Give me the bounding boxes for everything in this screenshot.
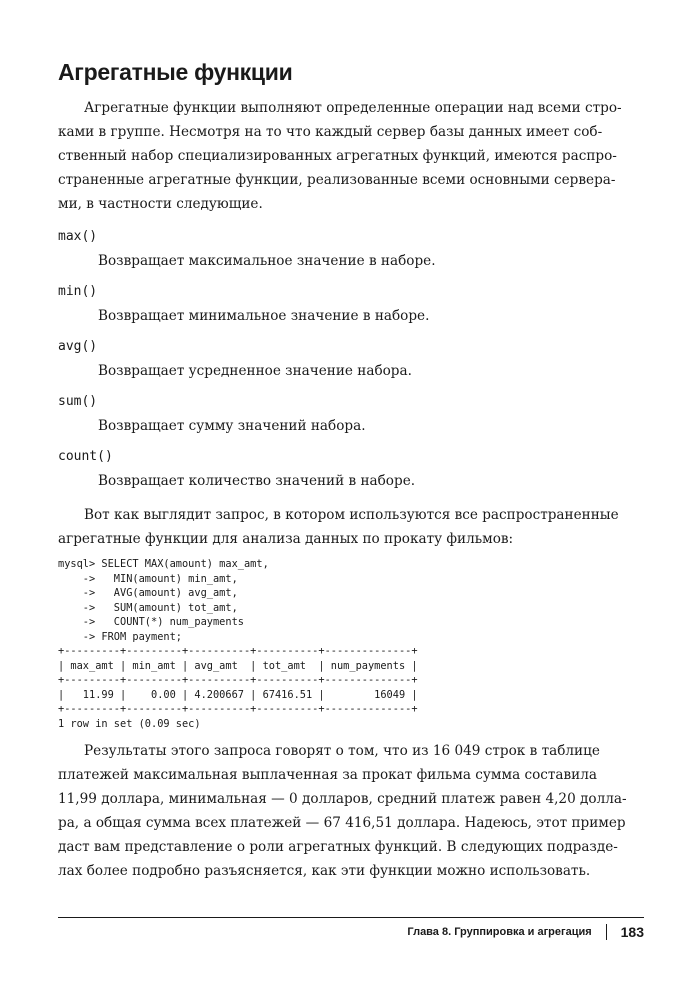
function-description: Возвращает максимальное значение в наборе. xyxy=(98,253,436,269)
code-line: -> MIN(amount) min_amt, xyxy=(58,572,238,585)
code-line: -> AVG(amount) avg_amt, xyxy=(58,587,238,599)
code-line: -> SUM(amount) tot_amt, xyxy=(58,601,238,614)
page-content xyxy=(58,58,644,883)
section-heading: Агрегатные функции xyxy=(58,59,293,85)
function-name: sum() xyxy=(58,394,98,409)
query-intro-paragraph xyxy=(58,503,644,551)
running-footer-chapter: Глава 8. Группировка и агрегация xyxy=(407,926,592,938)
function-list xyxy=(58,228,644,491)
code-line: -> FROM payment; xyxy=(58,630,182,643)
code-line: +---------+---------+----------+----------+--------------+ xyxy=(58,703,418,715)
query-intro-line: агрегатные функции для анализа данных по прокату фильмов: xyxy=(58,531,514,547)
result-paragraph xyxy=(58,739,644,883)
intro-line: Агрегатные функции выполняют определенные операции над всеми стро- xyxy=(84,100,622,116)
function-name: avg() xyxy=(58,339,98,354)
code-line: | 11.99 | 0.00 | 4.200667 | 67416.51 | 16049 | xyxy=(58,688,418,701)
page-number: 183 xyxy=(620,924,644,940)
function-entry xyxy=(58,283,644,326)
function-entry xyxy=(58,448,644,491)
code-line: -> COUNT(*) num_payments xyxy=(58,616,244,628)
intro-line: ками в группе. Несмотря на то что каждый сервер базы данных имеет соб- xyxy=(58,124,603,140)
footer-separator xyxy=(606,924,607,940)
result-line: ра, а общая сумма всех платежей — 67 416,51 доллара. Надеюсь, этот пример xyxy=(58,815,626,831)
code-line: 1 row in set (0.09 sec) xyxy=(58,717,201,730)
function-name: max() xyxy=(58,229,98,244)
intro-line: ми, в частности следующие. xyxy=(58,196,263,212)
function-description: Возвращает сумму значений набора. xyxy=(98,418,366,434)
code-line: +---------+---------+----------+----------+--------------+ xyxy=(58,674,418,686)
function-description: Возвращает минимальное значение в наборе. xyxy=(98,308,430,324)
page-footer xyxy=(58,917,644,940)
sql-code-block xyxy=(58,557,644,731)
code-line: mysql> SELECT MAX(amount) max_amt, xyxy=(58,558,269,570)
function-entry xyxy=(58,393,644,436)
intro-line: ственный набор специализированных агрегатных функций, имеются распро- xyxy=(58,148,617,164)
code-line: +---------+---------+----------+----------+--------------+ xyxy=(58,645,418,657)
result-line: платежей максимальная выплаченная за прокат фильма сумма составила xyxy=(58,767,597,783)
function-description: Возвращает усредненное значение набора. xyxy=(98,363,412,379)
function-entry xyxy=(58,338,644,381)
function-name: count() xyxy=(58,449,113,464)
function-name: min() xyxy=(58,284,98,299)
result-line: 11,99 доллара, минимальная — 0 долларов, средний платеж равен 4,20 долла- xyxy=(58,791,627,807)
function-description: Возвращает количество значений в наборе. xyxy=(98,473,416,489)
query-intro-line: Вот как выглядит запрос, в котором используются все распространенные xyxy=(84,507,619,523)
result-line: даст вам представление о роли агрегатных функций. В следующих подразде- xyxy=(58,839,618,855)
result-line: Результаты этого запроса говорят о том, что из 16 049 строк в таблице xyxy=(84,743,600,759)
result-line: лах более подробно разъясняется, как эти функции можно использовать. xyxy=(58,863,591,879)
function-entry xyxy=(58,228,644,271)
code-line: | max_amt | min_amt | avg_amt | tot_amt | num_payments | xyxy=(58,659,418,672)
intro-line: страненные агрегатные функции, реализованные всеми основными сервера- xyxy=(58,172,616,188)
intro-paragraph xyxy=(58,96,644,216)
